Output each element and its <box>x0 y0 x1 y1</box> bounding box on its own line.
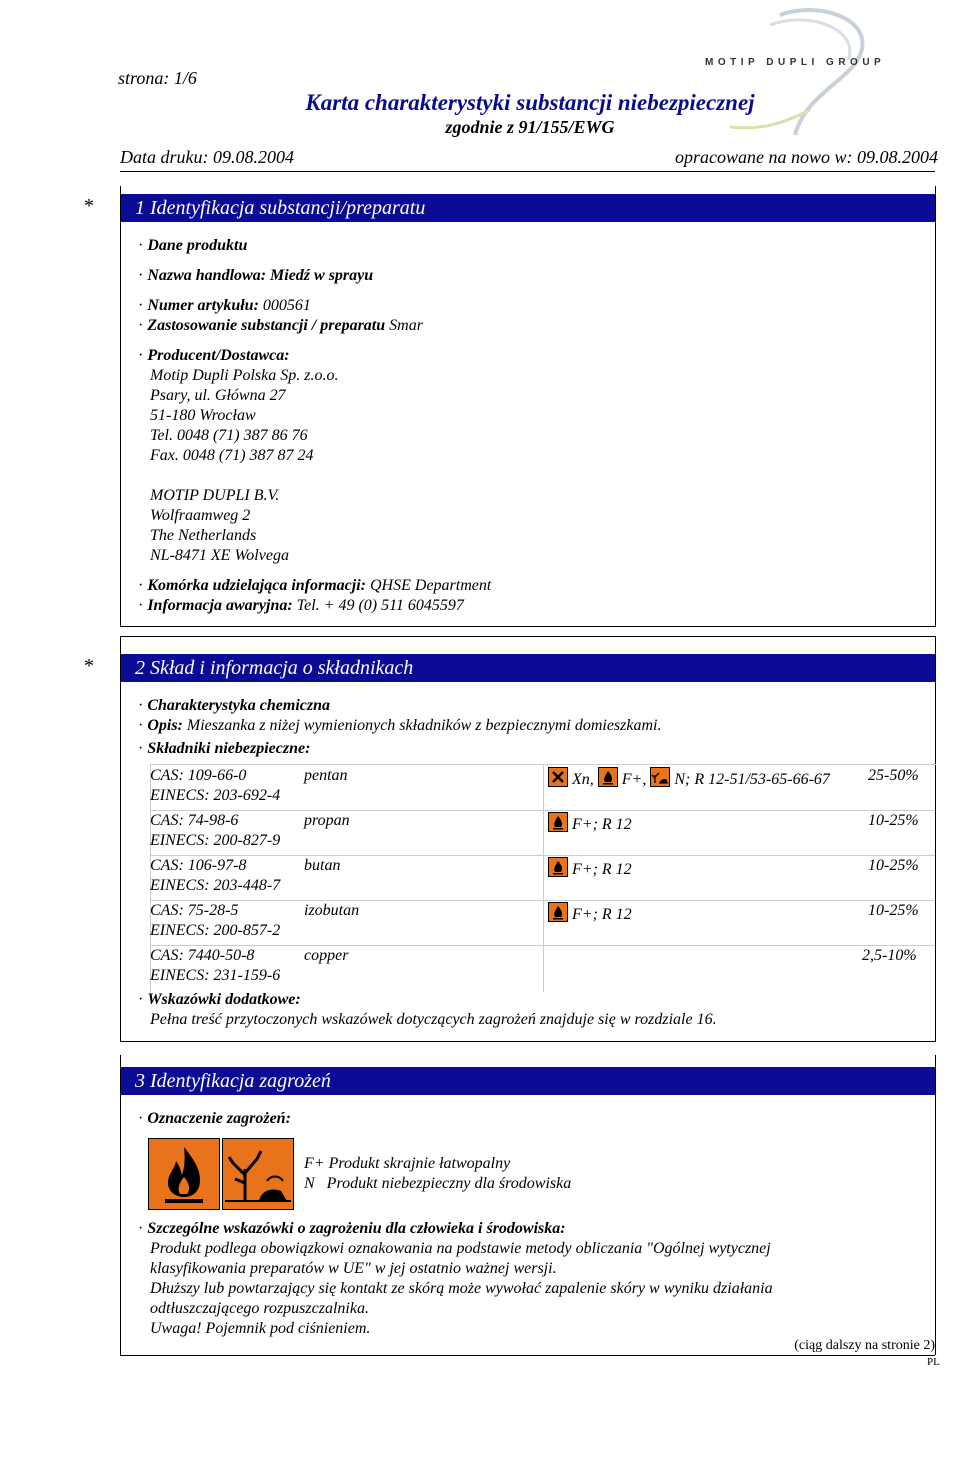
document-subtitle: zgodnie z 91/155/EWG <box>445 117 615 137</box>
concentration: 2,5-10% <box>862 947 917 964</box>
cas-number: CAS: 74-98-6 <box>150 812 239 829</box>
trade-name: Miedź w sprayu <box>270 267 374 284</box>
info-row: · Komórka udzielająca informacji: QHSE Department <box>138 577 492 594</box>
hazard-marking-label: · Oznaczenie zagrożeń: <box>138 1110 291 1127</box>
producer-line: Tel. 0048 (71) 387 86 76 <box>150 427 308 444</box>
description-row: · Opis: Mieszanka z niżej wymienionych składników z bezpiecznymi domieszkami. <box>138 717 662 734</box>
classification: F+; R 12 <box>548 902 632 924</box>
flame-icon <box>548 812 568 832</box>
section-2-heading: 2 Skład i informacja o składnikach <box>121 654 935 682</box>
concentration: 10-25% <box>868 857 919 874</box>
ingredient-name: propan <box>304 812 350 829</box>
flammable-pictogram-icon <box>148 1138 220 1210</box>
producer2-line: MOTIP DUPLI B.V. <box>150 487 280 504</box>
continued-note: (ciąg dalszy na stronie 2) <box>794 1338 935 1353</box>
hazard-f-plus: F+ Produkt skrajnie łatwopalny <box>304 1155 511 1172</box>
special-hazards-label: · Szczególne wskazówki o zagrożeniu dla człowieka i środowiska: <box>138 1220 566 1237</box>
producer-line: Fax. 0048 (71) 387 87 24 <box>150 447 314 464</box>
flame-icon <box>548 902 568 922</box>
extra-info: Pełna treść przytoczonych wskazówek dotyczących zagrożeń znajduje się w rozdziale 16. <box>150 1011 717 1028</box>
product-data-label: · Dane produktu <box>138 237 248 254</box>
hazard-n: N Produkt niebezpieczny dla środowiska <box>304 1175 572 1192</box>
einecs-number: EINECS: 200-857-2 <box>150 922 281 939</box>
ingredient-name: copper <box>304 947 349 964</box>
page-number: strona: 1/6 <box>118 68 197 88</box>
einecs-number: EINECS: 231-159-6 <box>150 967 281 984</box>
hazardous-label: · Składniki niebezpieczne: <box>138 740 311 757</box>
special-hazards-line: Dłuższy lub powtarzający się kontakt ze skórą może wywołać zapalenie skóry w wyniku działania <box>150 1280 773 1297</box>
logo-text: MOTIP DUPLI GROUP <box>705 57 886 68</box>
classification: F+; R 12 <box>548 857 632 879</box>
chem-char-label: · Charakterystyka chemiczna <box>138 697 330 714</box>
producer2-line: Wolfraamweg 2 <box>150 507 251 524</box>
special-hazards-line: klasyfikowania preparatów w UE" w jej ostatnio ważnej wersji. <box>150 1260 557 1277</box>
emergency-row: · Informacja awaryjna: Tel. + 49 (0) 511 6045597 <box>138 597 464 614</box>
producer-line: 51-180 Wrocław <box>150 407 256 424</box>
einecs-number: EINECS: 203-692-4 <box>150 787 281 804</box>
change-marker: * <box>84 655 94 677</box>
use-row: · Zastosowanie substancji / preparatu Smar <box>138 317 423 334</box>
cas-number: CAS: 109-66-0 <box>150 767 247 784</box>
print-date: Data druku: 09.08.2004 <box>120 147 294 167</box>
cas-number: CAS: 75-28-5 <box>150 902 239 919</box>
extra-info-label: · Wskazówki dodatkowe: <box>138 991 301 1008</box>
concentration: 10-25% <box>868 812 919 829</box>
flame-icon <box>548 857 568 877</box>
ingredient-name: izobutan <box>304 902 360 919</box>
document-title: Karta charakterystyki substancji niebezpiecznej <box>305 90 755 115</box>
flame-icon <box>598 767 618 787</box>
concentration: 25-50% <box>868 767 919 784</box>
classification: F+; R 12 <box>548 812 632 834</box>
footer-rule <box>120 1355 935 1356</box>
language-code: PL <box>927 1356 940 1368</box>
producer-label: · Producent/Dostawca: <box>138 347 290 364</box>
producer2-line: The Netherlands <box>150 527 257 544</box>
section-3-heading: 3 Identyfikacja zagrożeń <box>121 1067 935 1095</box>
concentration: 10-25% <box>868 902 919 919</box>
change-marker: * <box>84 195 94 217</box>
classification: Xn, F+, N; R 12-51/53-65-66-67 <box>548 767 830 789</box>
environment-icon <box>650 767 670 787</box>
revision-date: opracowane na nowo w: 09.08.2004 <box>675 147 938 167</box>
header-rule <box>120 171 935 172</box>
special-hazards-line: odtłuszczającego rozpuszczalnika. <box>150 1300 369 1317</box>
ingredient-name: pentan <box>304 767 348 784</box>
special-hazards-line: Uwaga! Pojemnik pod ciśnieniem. <box>150 1320 371 1337</box>
table-divider <box>543 764 544 992</box>
section-1-heading: 1 Identyfikacja substancji/preparatu <box>121 194 935 222</box>
producer-line: Psary, ul. Główna 27 <box>150 387 286 404</box>
environment-hazard-pictogram-icon <box>222 1138 294 1210</box>
producer2-line: NL-8471 XE Wolvega <box>150 547 289 564</box>
special-hazards-line: Produkt podlega obowiązkowi oznakowania na podstawie metody obliczania "Ogólnej wytycznej <box>150 1240 771 1257</box>
einecs-number: EINECS: 203-448-7 <box>150 877 281 894</box>
cas-number: CAS: 7440-50-8 <box>150 947 255 964</box>
ingredient-name: butan <box>304 857 341 874</box>
producer-line: Motip Dupli Polska Sp. z.o.o. <box>150 367 339 384</box>
einecs-number: EINECS: 200-827-9 <box>150 832 281 849</box>
harmful-cross-icon <box>548 767 568 787</box>
article-row: · Numer artykułu: 000561 <box>138 297 311 314</box>
trade-name-row: · Nazwa handlowa: Miedź w sprayu <box>138 267 374 284</box>
cas-number: CAS: 106-97-8 <box>150 857 247 874</box>
